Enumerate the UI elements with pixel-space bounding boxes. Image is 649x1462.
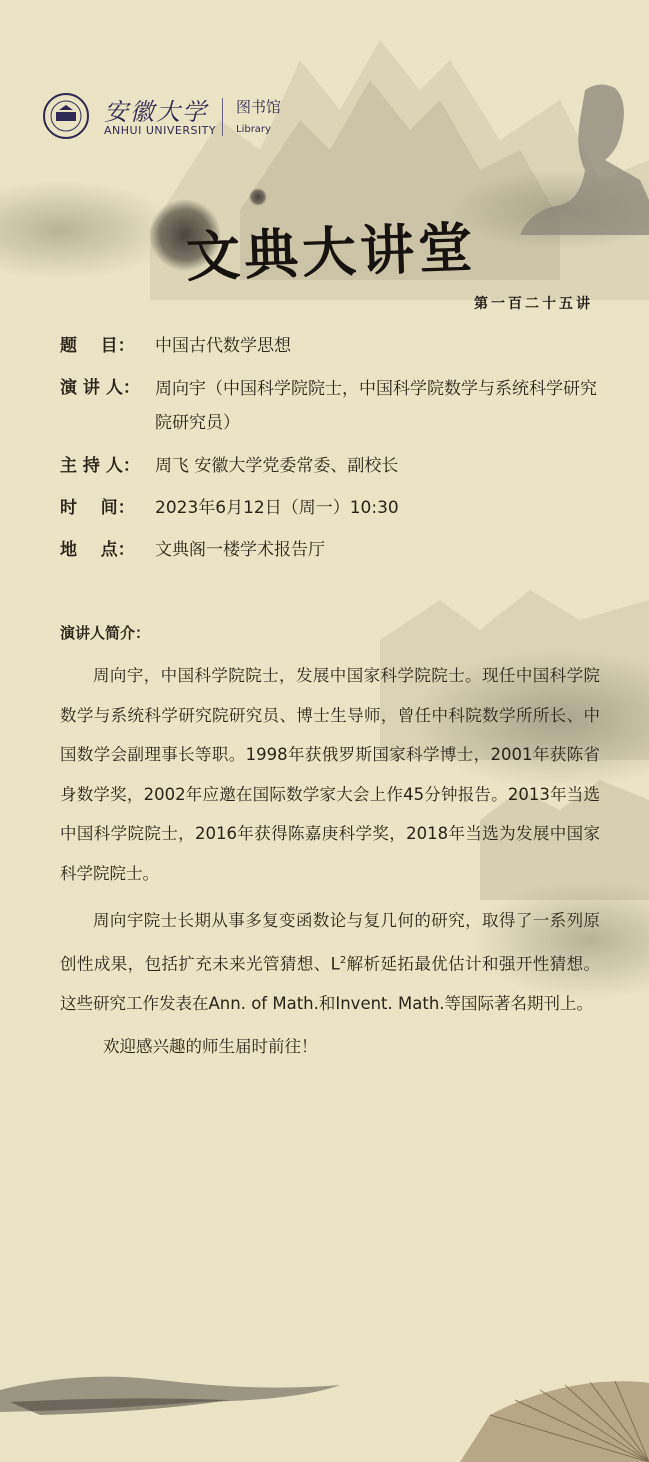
university-name-en: ANHUI UNIVERSITY xyxy=(104,124,217,137)
info-value: 文典阁一楼学术报告厅 xyxy=(155,540,325,560)
poster-title: 文典大讲堂 xyxy=(185,214,478,290)
speaker-bio xyxy=(60,618,600,1067)
university-name-cn: 安徽大学 xyxy=(104,98,208,126)
session-number: 第一百二十五讲 xyxy=(474,296,593,312)
superscript: 2 xyxy=(339,954,347,966)
info-value: 周飞 安徽大学党委常委、副校长 xyxy=(155,456,399,476)
info-value: 中国古代数学思想 xyxy=(155,336,291,356)
university-logo xyxy=(42,92,302,142)
info-label: 演 讲 人： xyxy=(60,378,140,398)
info-label: 时 间： xyxy=(60,498,135,518)
info-value: 周向宇（中国科学院院士，中国科学院数学与系统科学研究院研究员） xyxy=(155,379,597,433)
bio-text: 周向宇院士长期从事多复变函数论与复几何的研究，取得了一系列原创性成果，包括扩充未来光管猜想、L xyxy=(60,911,600,973)
library-name-cn: 图书馆 xyxy=(236,98,282,116)
bio-text: 解析延拓最优估计和强开性猜想。这些研究工作发表在Ann. of Math.和Invent. Math.等国际著名期刊上。 xyxy=(60,954,601,1013)
info-label: 地 点： xyxy=(60,540,135,560)
info-label: 题 目： xyxy=(60,336,135,356)
logo-divider xyxy=(222,98,223,136)
info-row-time xyxy=(60,492,605,524)
bio-paragraph: 周向宇，中国科学院院士，发展中国家科学院院士。现任中国科学院数学与系统科学研究院研究员、博士生导师，曾任中科院数学所所长、中国数学会副理事长等职。1998年获俄罗斯国家科学博士，2001年获陈省身数学奖，2002年应邀在国际数学家大会上作45分钟报告。2013年当选中国科学院院士，2016年获得陈嘉庚科学奖，2018年当选为发展中国家科学院院士。 xyxy=(60,666,600,883)
university-seal-icon xyxy=(42,92,90,140)
info-row-topic xyxy=(60,330,605,362)
bio-heading: 演讲人简介： xyxy=(60,624,151,642)
info-label: 主 持 人： xyxy=(60,456,140,476)
library-name-en: Library xyxy=(236,124,271,135)
info-row-speaker xyxy=(60,372,605,440)
lecture-info xyxy=(60,330,605,576)
closing-invitation: 欢迎感兴趣的师生届时前往！ xyxy=(103,1037,318,1056)
info-value: 2023年6月12日（周一）10:30 xyxy=(155,498,399,518)
bio-paragraph xyxy=(60,901,600,1023)
info-row-location xyxy=(60,534,605,566)
info-row-host xyxy=(60,450,605,482)
